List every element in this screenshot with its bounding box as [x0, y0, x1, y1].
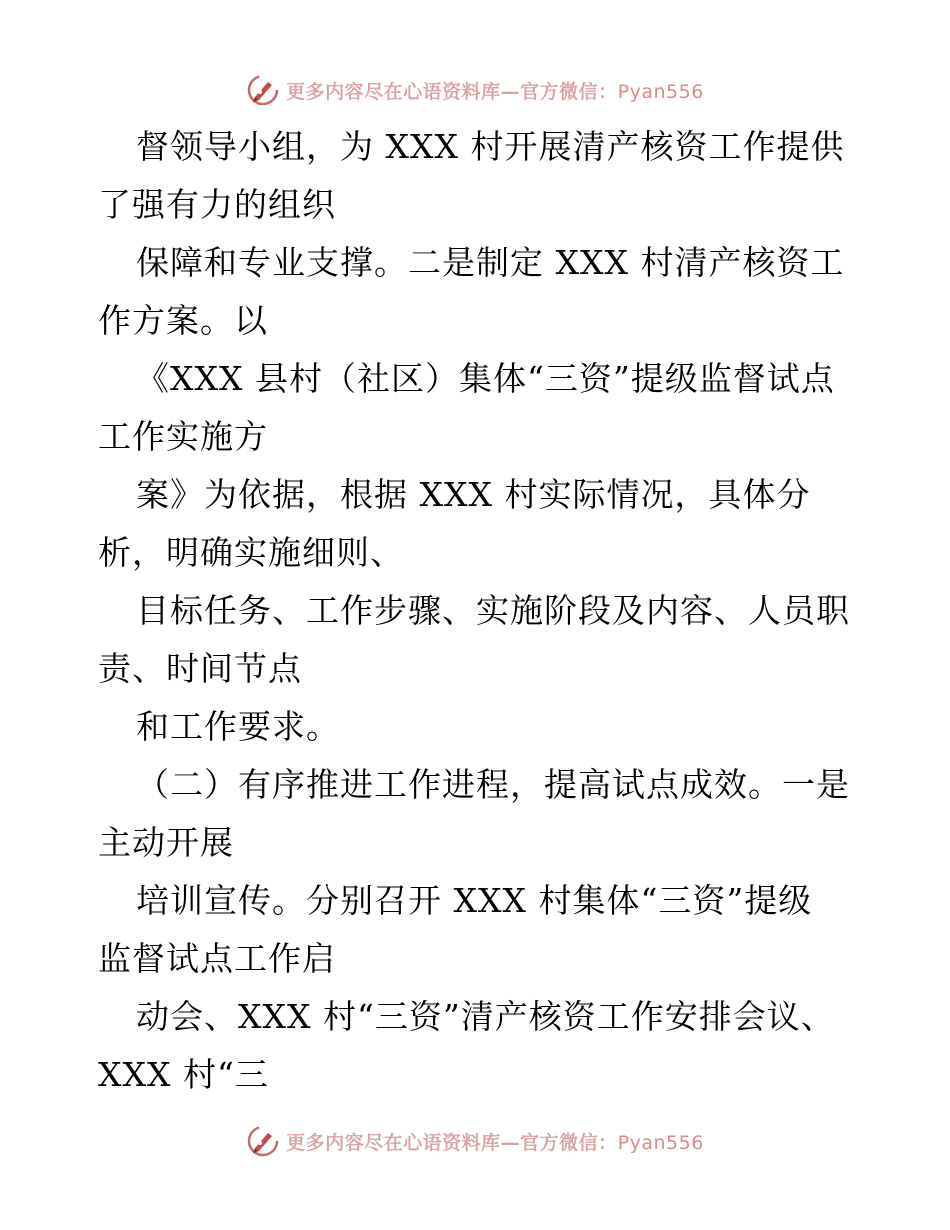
header-watermark — [0, 70, 950, 110]
text-line: 动会、XXX 村“三资”清产核资工作安排会议、 — [136, 997, 835, 1036]
watermark-handle: Pyan556 — [617, 1131, 704, 1154]
text-line: 监督试点工作启 — [98, 939, 336, 978]
text-line: 培训宣传。分别召开 XXX 村集体“三资”提级 — [136, 881, 813, 920]
document-body — [98, 118, 858, 1104]
text-line: 作方案。以 — [98, 301, 268, 340]
text-line: 责、时间节点 — [98, 649, 302, 688]
text-line: 督领导小组，为 XXX 村开展清产核资工作提供 — [136, 127, 845, 166]
text-line: 析，明确实施细则、 — [98, 533, 404, 572]
brand-logo-icon — [246, 73, 280, 107]
watermark-handle: Pyan556 — [617, 80, 704, 103]
footer-watermark-text — [286, 1128, 704, 1155]
text-line: 目标任务、工作步骤、实施阶段及内容、人员职 — [136, 591, 850, 630]
watermark-prefix: 更多内容尽在心语资料库—官方微信： — [286, 80, 618, 103]
watermark-prefix: 更多内容尽在心语资料库—官方微信： — [286, 1131, 618, 1154]
text-line: 和工作要求。 — [136, 707, 340, 746]
text-line: （二）有序推进工作进程，提高试点成效。一是 — [136, 765, 850, 804]
text-line: 案》为依据，根据 XXX 村实际情况，具体分 — [136, 475, 811, 514]
header-watermark-inner — [246, 73, 704, 107]
text-line: 保障和专业支撑。二是制定 XXX 村清产核资工 — [136, 243, 845, 282]
text-line: XXX 村“三 — [98, 1055, 269, 1094]
text-line: 主动开展 — [98, 823, 234, 862]
footer-watermark-inner — [246, 1124, 704, 1158]
header-watermark-text — [286, 77, 704, 104]
text-line: 《XXX 县村（社区）集体“三资”提级监督试点 — [136, 359, 835, 398]
text-line: 了强有力的组织 — [98, 185, 336, 224]
text-line: 工作实施方 — [98, 417, 268, 456]
footer-watermark — [0, 1121, 950, 1161]
brand-logo-icon — [246, 1124, 280, 1158]
